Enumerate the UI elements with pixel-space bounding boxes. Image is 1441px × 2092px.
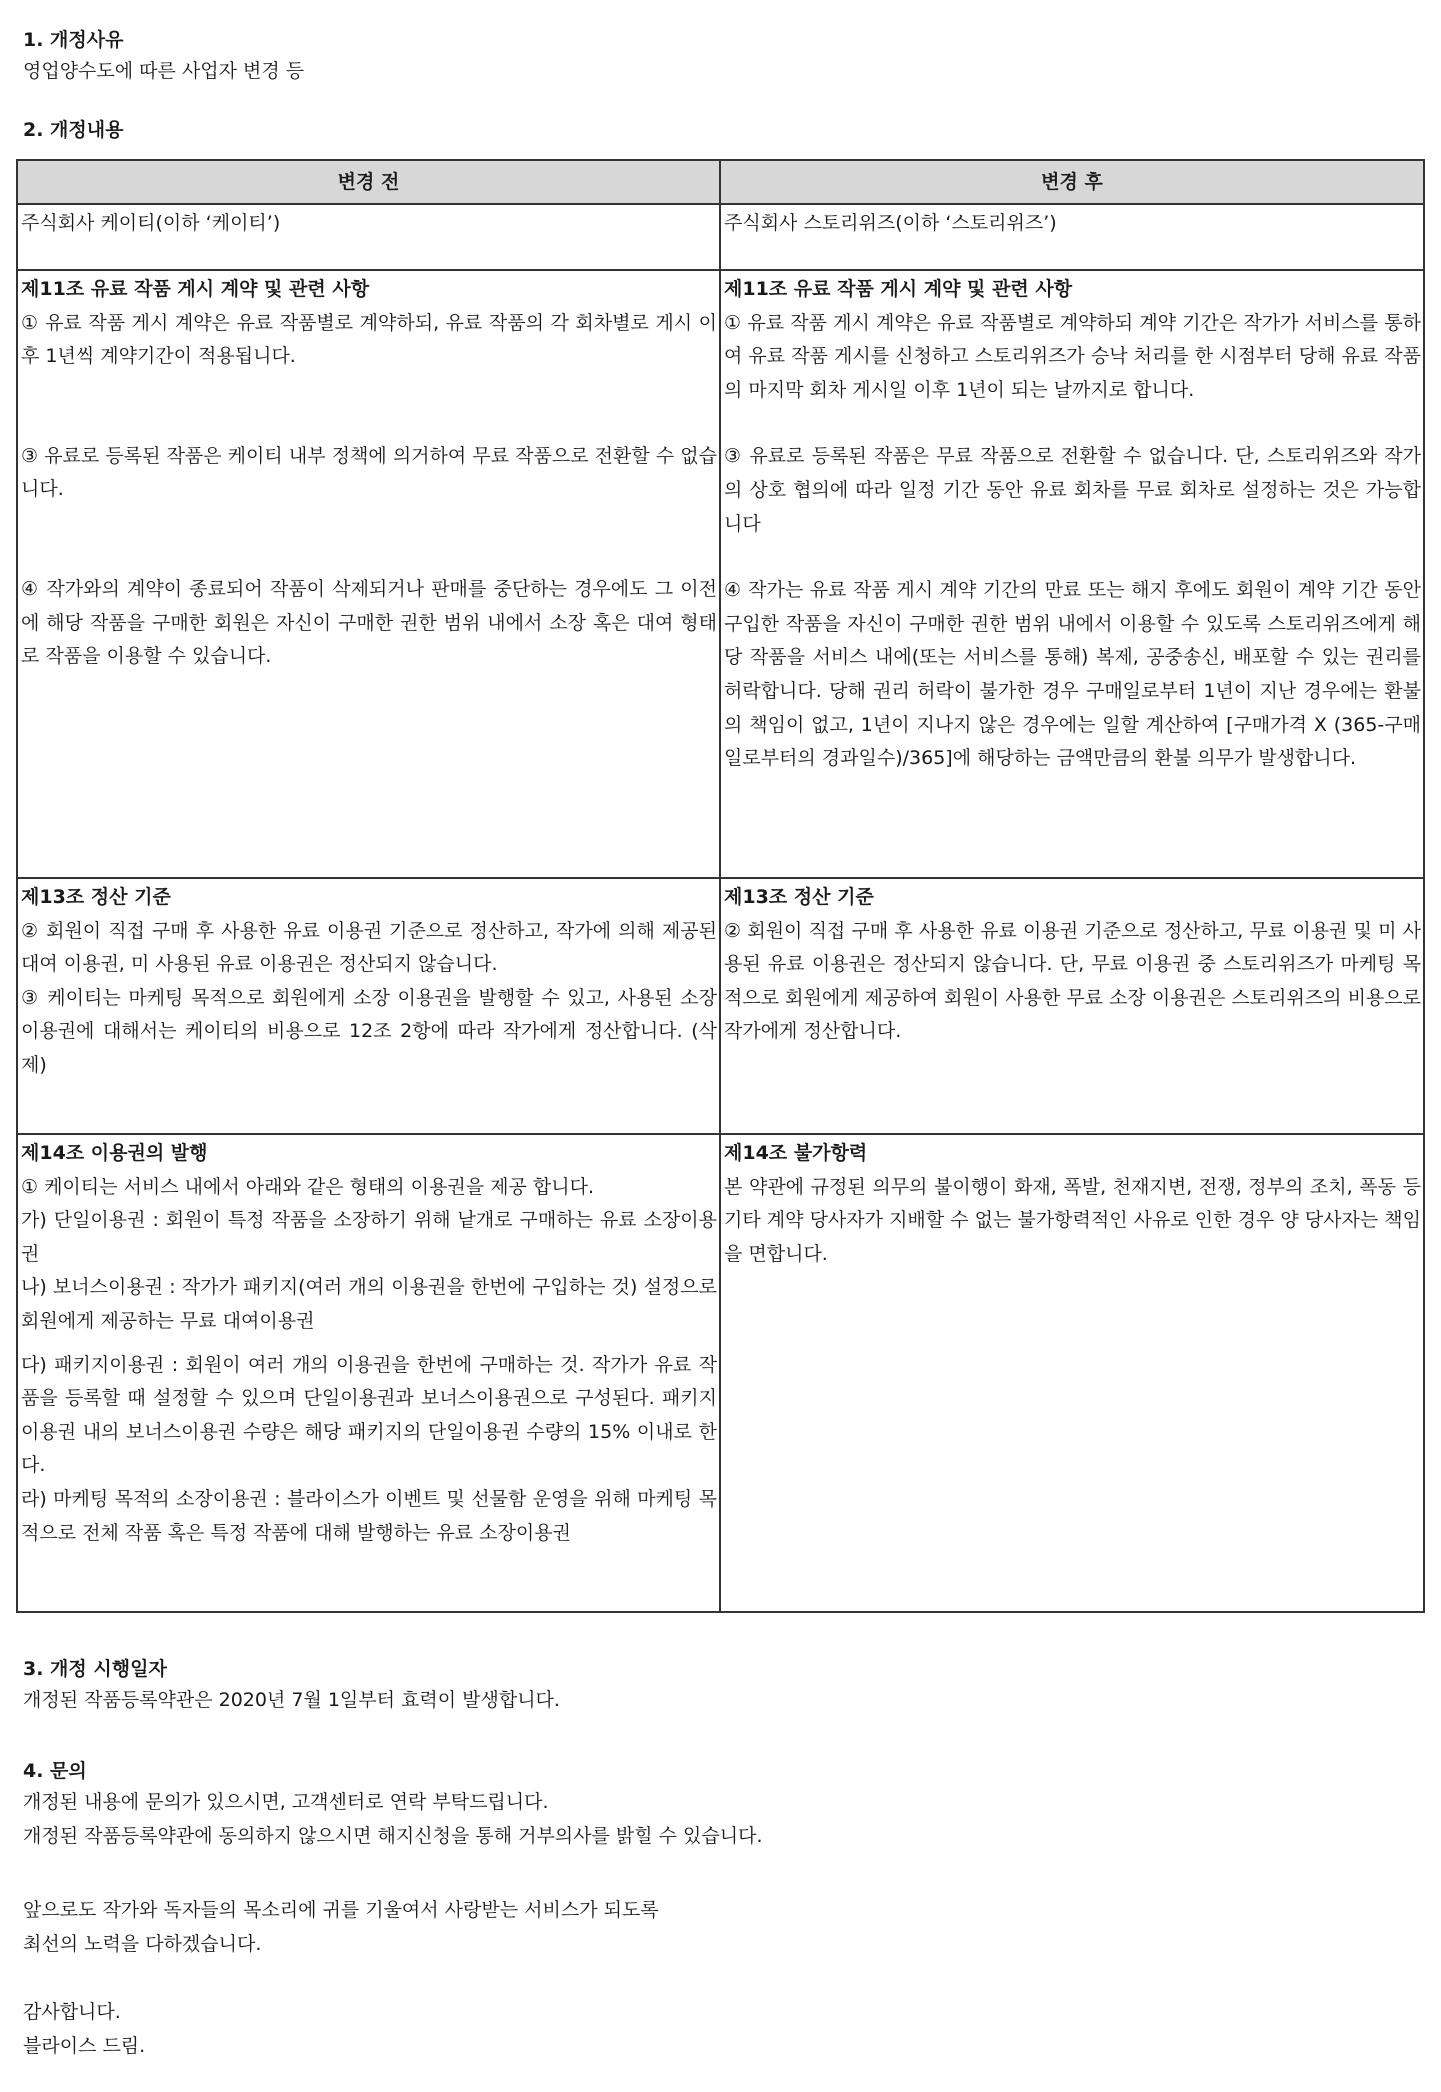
article13-before xyxy=(17,878,720,1134)
clause-text: 라) 마케팅 목적의 소장이용권 : 블라이스가 이벤트 및 선물함 운영을 위해 마케팅 목적으로 전체 작품 혹은 특정 작품에 대해 발행하는 유료 소장이용권 xyxy=(21,1487,717,1544)
article-title: 제14조 불가항력 xyxy=(724,1142,868,1164)
clause-text: 다) 패키지이용권 : 회원이 여러 개의 이용권을 한번에 구매하는 것. 작가가 유료 작품을 등록할 때 설정할 수 있으며 단일이용권과 보너스이용권으로 구성된다. 패키지이용권 내의 보너스이용권 수량은 해당 패키지의 단일이용권 수량의 15% 이내로 한다. xyxy=(21,1353,717,1477)
signature-text: 블라이스 드림. xyxy=(23,2035,146,2057)
article14-before xyxy=(17,1134,720,1612)
article11-after xyxy=(720,270,1424,878)
table-row xyxy=(17,204,1424,270)
clause-text: ④ 작가는 유료 작품 게시 계약 기간의 만료 또는 해지 후에도 회원이 계약 기간 동안 구입한 작품을 자신이 구매한 권한 범위 내에서 이용할 수 있도록 스토리위즈에게 해당 작품을 서비스 내에(또는 서비스를 통해) 복제, 공중송신, 배포할 수 있는 권리를 허락합니다. 당해 권리 허락이 불가한 경우 구매일로부터 1년이 지난 경우에는 환불의 책임이 없고, 1년이 지나지 않은 경우에는 일할 계산하여 [구매가격 X (365-구매일로부터의 경과일수)/365]에 해당하는 금액만큼의 환불 의무가 발생합니다. xyxy=(724,579,1421,770)
clause-text: ③ 유료로 등록된 작품은 케이티 내부 정책에 의거하여 무료 작품으로 전환할 수 없습니다. xyxy=(21,444,717,501)
section3-text: 개정된 작품등록약관은 2020년 7월 1일부터 효력이 발생합니다. xyxy=(23,1689,560,1711)
closing-line2: 최선의 노력을 다하겠습니다. xyxy=(23,1933,262,1955)
section2-title: 2. 개정내용 xyxy=(23,119,124,141)
section4-line1: 개정된 내용에 문의가 있으시면, 고객센터로 연락 부탁드립니다. xyxy=(23,1791,549,1813)
article14-after xyxy=(720,1134,1424,1612)
article-title: 제11조 유료 작품 게시 계약 및 관련 사항 xyxy=(724,278,1073,300)
section4-line2: 개정된 작품등록약관에 동의하지 않으시면 해지신청을 통해 거부의사를 밝힐 수 있습니다. xyxy=(23,1825,763,1847)
closing-line1: 앞으로도 작가와 독자들의 목소리에 귀를 기울여서 사랑받는 서비스가 되도록 xyxy=(23,1899,659,1921)
section3-title: 3. 개정 시행일자 xyxy=(23,1658,167,1680)
table-header-row xyxy=(17,160,1424,204)
clause-text: ① 유료 작품 게시 계약은 유료 작품별로 계약하되, 유료 작품의 각 회차별로 게시 이후 1년씩 계약기간이 적용됩니다. xyxy=(21,311,717,368)
clause-text: ③ 유료로 등록된 작품은 무료 작품으로 전환할 수 없습니다. 단, 스토리위즈와 작가의 상호 협의에 따라 일정 기간 동안 유료 회차를 무료 회차로 설정하는 것은 가능합니다 xyxy=(724,445,1421,535)
article-title: 제13조 정산 기준 xyxy=(724,886,874,908)
notice-footer xyxy=(23,1655,1423,2063)
notice-header xyxy=(23,26,1423,144)
table-row xyxy=(17,270,1424,878)
header-before: 변경 전 xyxy=(17,160,720,204)
section4-title: 4. 문의 xyxy=(23,1760,87,1782)
article13-after xyxy=(720,878,1424,1134)
clause-text: 나) 보너스이용권 : 작가가 패키지(여러 개의 이용권을 한번에 구입하는 것) 설정으로 회원에게 제공하는 무료 대여이용권 xyxy=(21,1276,717,1332)
clause-text: ③ 케이티는 마케팅 목적으로 회원에게 소장 이용권을 발행할 수 있고, 사용된 소장 이용권에 대해서는 케이티의 비용으로 12조 2항에 따라 작가에게 정산합니다. (삭제) xyxy=(21,986,717,1076)
clause-text: 본 약관에 규정된 의무의 불이행이 화재, 폭발, 천재지변, 전쟁, 정부의 조치, 폭동 등 기타 계약 당사자가 지배할 수 없는 불가항력적인 사유로 인한 경우 양 당사자는 책임을 면합니다. xyxy=(724,1175,1421,1265)
clause-text: 가) 단일이용권 : 회원이 특정 작품을 소장하기 위해 낱개로 구매하는 유료 소장이용권 xyxy=(21,1209,717,1265)
section1-title: 1. 개정사유 xyxy=(23,29,124,51)
article-title: 제13조 정산 기준 xyxy=(21,886,171,908)
article-title: 제11조 유료 작품 게시 계약 및 관련 사항 xyxy=(21,278,370,300)
clause-text: ② 회원이 직접 구매 후 사용한 유료 이용권 기준으로 정산하고, 무료 이용권 및 미 사용된 유료 이용권은 정산되지 않습니다. 단, 무료 이용권 중 스토리위즈가 마케팅 목적으로 회원에게 제공하여 회원이 사용한 무료 소장 이용권은 스토리위즈의 비용으로 작가에게 정산합니다. xyxy=(724,919,1421,1043)
clause-text: ② 회원이 직접 구매 후 사용한 유료 이용권 기준으로 정산하고, 작가에 의해 제공된 대여 이용권, 미 사용된 유료 이용권은 정산되지 않습니다. xyxy=(21,919,717,976)
table-row xyxy=(17,878,1424,1134)
company-before: 주식회사 케이티(이하 ‘케이티’) xyxy=(17,204,720,270)
article11-before xyxy=(17,270,720,878)
table-row xyxy=(17,1134,1424,1612)
clause-text: ① 유료 작품 게시 계약은 유료 작품별로 계약하되 계약 기간은 작가가 서비스를 통하여 유료 작품 게시를 신청하고 스토리위즈가 승낙 처리를 한 시점부터 당해 유료 작품의 마지막 회차 게시일 이후 1년이 되는 날까지로 합니다. xyxy=(724,311,1421,401)
company-after: 주식회사 스토리위즈(이하 ‘스토리위즈’) xyxy=(720,204,1424,270)
section1-text: 영업양수도에 따른 사업자 변경 등 xyxy=(23,60,305,82)
clause-text: ④ 작가와의 계약이 종료되어 작품이 삭제되거나 판매를 중단하는 경우에도 그 이전에 해당 작품을 구매한 회원은 자신이 구매한 권한 범위 내에서 소장 혹은 대여 형태로 작품을 이용할 수 있습니다. xyxy=(21,577,717,668)
clause-text: ① 케이티는 서비스 내에서 아래와 같은 형태의 이용권을 제공 합니다. xyxy=(21,1175,594,1198)
article-title: 제14조 이용권의 발행 xyxy=(21,1142,208,1164)
thanks-text: 감사합니다. xyxy=(23,2001,121,2023)
comparison-table xyxy=(16,159,1425,1613)
header-after: 변경 후 xyxy=(720,160,1424,204)
